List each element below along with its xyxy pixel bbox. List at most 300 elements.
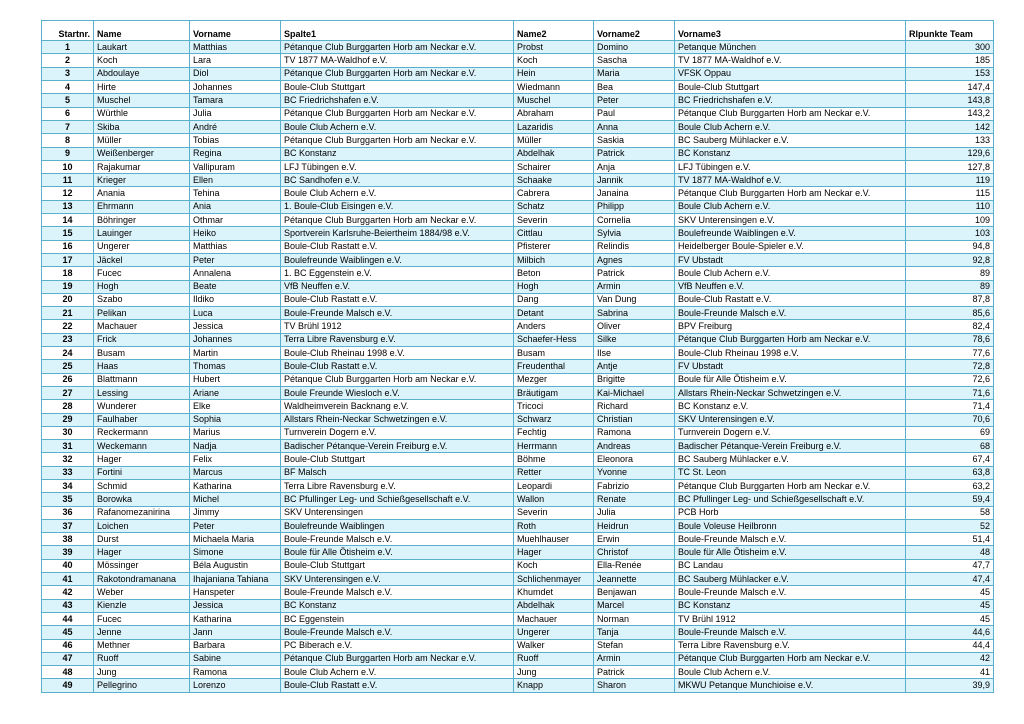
table-row <box>42 107 994 120</box>
cell-name: Jung <box>94 666 190 679</box>
cell-name2: Jung <box>514 666 594 679</box>
table-row <box>42 599 994 612</box>
cell-name: Machauer <box>94 320 190 333</box>
table-row <box>42 54 994 67</box>
cell-name2: Cittlau <box>514 227 594 240</box>
cell-vorname2: Ramona <box>594 426 675 439</box>
cell-name2: Pfisterer <box>514 240 594 253</box>
cell-vorname: Lara <box>190 54 281 67</box>
cell-spalte1: Boule-Club Rastatt e.V. <box>281 679 514 692</box>
cell-rlpunkte-team: 153 <box>906 67 994 80</box>
cell-vorname: Luca <box>190 307 281 320</box>
cell-spalte1: BC Pfullinger Leg- und Schießgesellschaft e.V. <box>281 493 514 506</box>
table-row <box>42 400 994 413</box>
table-row <box>42 227 994 240</box>
table-row <box>42 426 994 439</box>
cell-vorname: Sabine <box>190 652 281 665</box>
cell-vorname: Diol <box>190 67 281 80</box>
cell-spalte1: Boule Club Achern e.V. <box>281 187 514 200</box>
cell-rlpunkte-team: 127,8 <box>906 160 994 173</box>
cell-vorname2: Andreas <box>594 440 675 453</box>
cell-startnr: 28 <box>42 400 94 413</box>
cell-rlpunkte-team: 147,4 <box>906 81 994 94</box>
participant-table <box>41 20 994 693</box>
cell-vorname2: Maria <box>594 67 675 80</box>
cell-vorname2: Erwin <box>594 533 675 546</box>
cell-vorname2: Anja <box>594 160 675 173</box>
cell-name: Anania <box>94 187 190 200</box>
cell-rlpunkte-team: 44,6 <box>906 626 994 639</box>
table-body <box>42 41 994 693</box>
cell-spalte1: 1. BC Eggenstein e.V. <box>281 267 514 280</box>
cell-rlpunkte-team: 82,4 <box>906 320 994 333</box>
cell-vorname2: Peter <box>594 94 675 107</box>
table-row <box>42 533 994 546</box>
cell-vorname2: Ilse <box>594 347 675 360</box>
cell-vorname: Tehina <box>190 187 281 200</box>
cell-vorname: Tobias <box>190 134 281 147</box>
cell-rlpunkte-team: 42 <box>906 652 994 665</box>
table-row <box>42 466 994 479</box>
cell-spalte1: Boulefreunde Waiblingen e.V. <box>281 253 514 266</box>
cell-rlpunkte-team: 103 <box>906 227 994 240</box>
cell-vorname: Marius <box>190 426 281 439</box>
cell-vorname2: Sascha <box>594 54 675 67</box>
cell-name2: Mezger <box>514 373 594 386</box>
cell-vorname3: VfB Neuffen e.V. <box>675 280 906 293</box>
cell-name2: Muehlhauser <box>514 533 594 546</box>
cell-rlpunkte-team: 89 <box>906 267 994 280</box>
cell-startnr: 4 <box>42 81 94 94</box>
cell-vorname2: Saskia <box>594 134 675 147</box>
cell-name: Reckermann <box>94 426 190 439</box>
cell-rlpunkte-team: 87,8 <box>906 293 994 306</box>
cell-name2: Leopardi <box>514 479 594 492</box>
cell-name2: Freudenthal <box>514 360 594 373</box>
table-row <box>42 413 994 426</box>
cell-name: Pellegrino <box>94 679 190 692</box>
cell-spalte1: LFJ Tübingen e.V. <box>281 160 514 173</box>
cell-vorname: Thomas <box>190 360 281 373</box>
cell-vorname: Johannes <box>190 81 281 94</box>
cell-name: Abdoulaye <box>94 67 190 80</box>
table-row <box>42 440 994 453</box>
cell-vorname: Jann <box>190 626 281 639</box>
cell-name2: Schwarz <box>514 413 594 426</box>
cell-vorname2: Fabrizio <box>594 479 675 492</box>
cell-spalte1: Boule für Alle Ötisheim e.V. <box>281 546 514 559</box>
cell-vorname: Elke <box>190 400 281 413</box>
cell-name2: Abdelhak <box>514 147 594 160</box>
table-row <box>42 120 994 133</box>
cell-vorname: Heiko <box>190 227 281 240</box>
cell-name: Müller <box>94 134 190 147</box>
cell-vorname2: Julia <box>594 506 675 519</box>
cell-spalte1: SKV Unterensingen e.V. <box>281 573 514 586</box>
cell-vorname: Annalena <box>190 267 281 280</box>
cell-vorname: André <box>190 120 281 133</box>
cell-vorname: Martin <box>190 347 281 360</box>
cell-vorname3: Boule-Freunde Malsch e.V. <box>675 307 906 320</box>
cell-vorname: Ariane <box>190 386 281 399</box>
cell-name2: Detant <box>514 307 594 320</box>
cell-name: Würthle <box>94 107 190 120</box>
cell-name: Jenne <box>94 626 190 639</box>
table-row <box>42 506 994 519</box>
cell-startnr: 40 <box>42 559 94 572</box>
cell-name2: Wallon <box>514 493 594 506</box>
cell-vorname: Nadja <box>190 440 281 453</box>
cell-vorname3: BC Konstanz <box>675 147 906 160</box>
cell-rlpunkte-team: 94,8 <box>906 240 994 253</box>
table-row <box>42 453 994 466</box>
cell-spalte1: Terra Libre Ravensburg e.V. <box>281 479 514 492</box>
cell-vorname2: Cornelia <box>594 214 675 227</box>
cell-name2: Herrmann <box>514 440 594 453</box>
cell-spalte1: Boule-Club Rastatt e.V. <box>281 240 514 253</box>
cell-name: Weber <box>94 586 190 599</box>
cell-vorname3: Boule Voleuse Heilbronn <box>675 519 906 532</box>
cell-spalte1: TV Brühl 1912 <box>281 320 514 333</box>
cell-rlpunkte-team: 69 <box>906 426 994 439</box>
cell-spalte1: Pétanque Club Burggarten Horb am Neckar e.V. <box>281 41 514 54</box>
cell-vorname: Katharina <box>190 612 281 625</box>
cell-vorname2: Antje <box>594 360 675 373</box>
cell-name2: Busam <box>514 347 594 360</box>
table-row <box>42 240 994 253</box>
cell-startnr: 41 <box>42 573 94 586</box>
cell-vorname3: FV Ubstadt <box>675 360 906 373</box>
cell-spalte1: TV 1877 MA-Waldhof e.V. <box>281 54 514 67</box>
cell-startnr: 21 <box>42 307 94 320</box>
cell-name: Hirte <box>94 81 190 94</box>
cell-vorname3: Boule-Club Stuttgart <box>675 81 906 94</box>
cell-vorname3: Boule-Club Rheinau 1998 e.V. <box>675 347 906 360</box>
cell-name2: Hein <box>514 67 594 80</box>
cell-name: Ruoff <box>94 652 190 665</box>
cell-vorname3: Badischer Pétanque-Verein Freiburg e.V. <box>675 440 906 453</box>
cell-rlpunkte-team: 129,6 <box>906 147 994 160</box>
cell-spalte1: Pétanque Club Burggarten Horb am Neckar e.V. <box>281 652 514 665</box>
cell-vorname3: Boulefreunde Waiblingen e.V. <box>675 227 906 240</box>
cell-vorname2: Richard <box>594 400 675 413</box>
cell-vorname2: Yvonne <box>594 466 675 479</box>
cell-startnr: 43 <box>42 599 94 612</box>
table-row <box>42 293 994 306</box>
cell-name: Fucec <box>94 612 190 625</box>
cell-vorname3: Boule Club Achern e.V. <box>675 666 906 679</box>
cell-rlpunkte-team: 59,4 <box>906 493 994 506</box>
cell-vorname2: Janaina <box>594 187 675 200</box>
cell-startnr: 30 <box>42 426 94 439</box>
cell-vorname2: Jannik <box>594 174 675 187</box>
table-row <box>42 519 994 532</box>
cell-vorname2: Christof <box>594 546 675 559</box>
table-row <box>42 573 994 586</box>
cell-spalte1: Boule-Club Rastatt e.V. <box>281 360 514 373</box>
table-row <box>42 214 994 227</box>
cell-name2: Cabrera <box>514 187 594 200</box>
cell-spalte1: Terra Libre Ravensburg e.V. <box>281 333 514 346</box>
cell-vorname3: Boule Club Achern e.V. <box>675 267 906 280</box>
cell-vorname3: BC Friedrichshafen e.V. <box>675 94 906 107</box>
cell-startnr: 22 <box>42 320 94 333</box>
table-row <box>42 200 994 213</box>
cell-name2: Severin <box>514 506 594 519</box>
cell-spalte1: Badischer Pétanque-Verein Freiburg e.V. <box>281 440 514 453</box>
cell-vorname2: Bea <box>594 81 675 94</box>
cell-name2: Hager <box>514 546 594 559</box>
cell-startnr: 2 <box>42 54 94 67</box>
cell-name: Pelikan <box>94 307 190 320</box>
cell-name: Koch <box>94 54 190 67</box>
cell-name2: Tricoci <box>514 400 594 413</box>
cell-name: Weckemann <box>94 440 190 453</box>
cell-name: Busam <box>94 347 190 360</box>
table-row <box>42 586 994 599</box>
table-row <box>42 41 994 54</box>
cell-rlpunkte-team: 143,2 <box>906 107 994 120</box>
cell-spalte1: BF Malsch <box>281 466 514 479</box>
cell-vorname2: Jeannette <box>594 573 675 586</box>
cell-vorname3: Boule-Freunde Malsch e.V. <box>675 533 906 546</box>
cell-vorname3: Pétanque Club Burggarten Horb am Neckar e.V. <box>675 187 906 200</box>
cell-startnr: 3 <box>42 67 94 80</box>
cell-name: Szabo <box>94 293 190 306</box>
cell-startnr: 42 <box>42 586 94 599</box>
cell-name2: Machauer <box>514 612 594 625</box>
cell-name2: Ungerer <box>514 626 594 639</box>
cell-name2: Ruoff <box>514 652 594 665</box>
cell-name: Methner <box>94 639 190 652</box>
cell-startnr: 37 <box>42 519 94 532</box>
cell-name2: Schaefer-Hess <box>514 333 594 346</box>
cell-vorname2: Relindis <box>594 240 675 253</box>
cell-vorname3: BC Konstanz <box>675 599 906 612</box>
cell-vorname3: PCB Horb <box>675 506 906 519</box>
cell-rlpunkte-team: 142 <box>906 120 994 133</box>
cell-name: Lauinger <box>94 227 190 240</box>
cell-vorname2: Patrick <box>594 147 675 160</box>
cell-startnr: 27 <box>42 386 94 399</box>
cell-spalte1: Pétanque Club Burggarten Horb am Neckar e.V. <box>281 107 514 120</box>
table-row <box>42 280 994 293</box>
header-name: Name <box>94 21 190 41</box>
cell-vorname: Regina <box>190 147 281 160</box>
cell-spalte1: Pétanque Club Burggarten Horb am Neckar e.V. <box>281 134 514 147</box>
cell-vorname: Béla Augustin <box>190 559 281 572</box>
cell-name2: Milbich <box>514 253 594 266</box>
cell-vorname: Jimmy <box>190 506 281 519</box>
cell-rlpunkte-team: 63,8 <box>906 466 994 479</box>
table-row <box>42 373 994 386</box>
cell-vorname2: Ella-Renée <box>594 559 675 572</box>
cell-vorname: Tamara <box>190 94 281 107</box>
cell-spalte1: Boule Freunde Wiesloch e.V. <box>281 386 514 399</box>
cell-rlpunkte-team: 47,7 <box>906 559 994 572</box>
cell-vorname: Michel <box>190 493 281 506</box>
cell-startnr: 35 <box>42 493 94 506</box>
cell-name: Muschel <box>94 94 190 107</box>
cell-vorname: Johannes <box>190 333 281 346</box>
table-row <box>42 612 994 625</box>
cell-startnr: 20 <box>42 293 94 306</box>
cell-vorname: Felix <box>190 453 281 466</box>
table-row <box>42 386 994 399</box>
cell-spalte1: BC Sandhofen e.V. <box>281 174 514 187</box>
cell-vorname: Jessica <box>190 320 281 333</box>
cell-vorname: Vallipuram <box>190 160 281 173</box>
cell-name2: Bräutigam <box>514 386 594 399</box>
cell-name2: Knapp <box>514 679 594 692</box>
cell-name2: Schaake <box>514 174 594 187</box>
cell-vorname2: Stefan <box>594 639 675 652</box>
cell-vorname2: Agnes <box>594 253 675 266</box>
cell-spalte1: Boule-Freunde Malsch e.V. <box>281 307 514 320</box>
cell-name2: Anders <box>514 320 594 333</box>
table-row <box>42 81 994 94</box>
cell-vorname: Katharina <box>190 479 281 492</box>
table-row <box>42 679 994 692</box>
table-row <box>42 320 994 333</box>
cell-startnr: 7 <box>42 120 94 133</box>
cell-vorname3: Boule Club Achern e.V. <box>675 200 906 213</box>
cell-rlpunkte-team: 44,4 <box>906 639 994 652</box>
cell-name: Lessing <box>94 386 190 399</box>
table-row <box>42 174 994 187</box>
cell-startnr: 9 <box>42 147 94 160</box>
cell-vorname: Peter <box>190 519 281 532</box>
cell-vorname2: Sharon <box>594 679 675 692</box>
cell-vorname2: Armin <box>594 280 675 293</box>
cell-name: Fortini <box>94 466 190 479</box>
cell-vorname3: Pétanque Club Burggarten Horb am Neckar e.V. <box>675 652 906 665</box>
cell-startnr: 1 <box>42 41 94 54</box>
cell-vorname: Marcus <box>190 466 281 479</box>
cell-vorname: Ellen <box>190 174 281 187</box>
table-row <box>42 639 994 652</box>
cell-vorname3: SKV Unterensingen e.V. <box>675 214 906 227</box>
cell-vorname3: MKWU Petanque Munchioise e.V. <box>675 679 906 692</box>
cell-rlpunkte-team: 133 <box>906 134 994 147</box>
table-row <box>42 307 994 320</box>
cell-spalte1: Waldheimverein Backnang e.V. <box>281 400 514 413</box>
cell-name: Fucec <box>94 267 190 280</box>
cell-name2: Dang <box>514 293 594 306</box>
cell-startnr: 10 <box>42 160 94 173</box>
cell-startnr: 19 <box>42 280 94 293</box>
cell-startnr: 8 <box>42 134 94 147</box>
cell-rlpunkte-team: 47,4 <box>906 573 994 586</box>
cell-name2: Schatz <box>514 200 594 213</box>
cell-spalte1: 1. Boule-Club Eisingen e.V. <box>281 200 514 213</box>
cell-rlpunkte-team: 63,2 <box>906 479 994 492</box>
cell-vorname: Ramona <box>190 666 281 679</box>
cell-vorname: Lorenzo <box>190 679 281 692</box>
cell-vorname3: Boule-Freunde Malsch e.V. <box>675 586 906 599</box>
table-row <box>42 134 994 147</box>
cell-vorname3: Allstars Rhein-Neckar Schwetzingen e.V. <box>675 386 906 399</box>
cell-vorname2: Sylvia <box>594 227 675 240</box>
cell-name: Rafanomezanirina <box>94 506 190 519</box>
cell-startnr: 33 <box>42 466 94 479</box>
cell-name2: Wiedmann <box>514 81 594 94</box>
cell-vorname: Ania <box>190 200 281 213</box>
cell-vorname: Jessica <box>190 599 281 612</box>
cell-name: Blattmann <box>94 373 190 386</box>
table-row <box>42 333 994 346</box>
cell-startnr: 13 <box>42 200 94 213</box>
cell-vorname3: BC Pfullinger Leg- und Schießgesellschaft e.V. <box>675 493 906 506</box>
cell-vorname2: Benjawan <box>594 586 675 599</box>
cell-name2: Böhme <box>514 453 594 466</box>
cell-name2: Khumdet <box>514 586 594 599</box>
cell-spalte1: Turnverein Dogern e.V. <box>281 426 514 439</box>
cell-name2: Koch <box>514 54 594 67</box>
cell-startnr: 25 <box>42 360 94 373</box>
cell-vorname: Othmar <box>190 214 281 227</box>
cell-name: Schmid <box>94 479 190 492</box>
cell-startnr: 14 <box>42 214 94 227</box>
cell-spalte1: Pétanque Club Burggarten Horb am Neckar e.V. <box>281 67 514 80</box>
cell-vorname3: Boule-Club Rastatt e.V. <box>675 293 906 306</box>
cell-vorname3: TV 1877 MA-Waldhof e.V. <box>675 54 906 67</box>
cell-name2: Severin <box>514 214 594 227</box>
cell-name: Frick <box>94 333 190 346</box>
cell-vorname3: TC St. Leon <box>675 466 906 479</box>
cell-rlpunkte-team: 71,6 <box>906 386 994 399</box>
cell-vorname: Hubert <box>190 373 281 386</box>
cell-startnr: 18 <box>42 267 94 280</box>
cell-vorname2: Philipp <box>594 200 675 213</box>
header-name2: Name2 <box>514 21 594 41</box>
cell-vorname2: Paul <box>594 107 675 120</box>
cell-vorname: Peter <box>190 253 281 266</box>
cell-rlpunkte-team: 45 <box>906 586 994 599</box>
cell-startnr: 34 <box>42 479 94 492</box>
table-row <box>42 626 994 639</box>
cell-vorname2: Patrick <box>594 666 675 679</box>
cell-vorname3: Terra Libre Ravensburg e.V. <box>675 639 906 652</box>
cell-spalte1: Boule Club Achern e.V. <box>281 666 514 679</box>
cell-startnr: 31 <box>42 440 94 453</box>
cell-name: Mössinger <box>94 559 190 572</box>
cell-vorname2: Marcel <box>594 599 675 612</box>
cell-rlpunkte-team: 77,6 <box>906 347 994 360</box>
cell-startnr: 12 <box>42 187 94 200</box>
cell-startnr: 49 <box>42 679 94 692</box>
cell-name2: Müller <box>514 134 594 147</box>
cell-vorname3: SKV Unterensingen e.V. <box>675 413 906 426</box>
cell-vorname: Barbara <box>190 639 281 652</box>
cell-vorname3: FV Ubstadt <box>675 253 906 266</box>
cell-vorname2: Armin <box>594 652 675 665</box>
cell-vorname: Matthias <box>190 41 281 54</box>
cell-startnr: 32 <box>42 453 94 466</box>
cell-vorname3: Boule für Alle Ötisheim e.V. <box>675 546 906 559</box>
cell-name: Kienzle <box>94 599 190 612</box>
cell-name: Krieger <box>94 174 190 187</box>
cell-startnr: 29 <box>42 413 94 426</box>
cell-rlpunkte-team: 48 <box>906 546 994 559</box>
cell-rlpunkte-team: 72,6 <box>906 373 994 386</box>
cell-startnr: 44 <box>42 612 94 625</box>
header-startnr: Startnr. <box>42 21 94 41</box>
cell-rlpunkte-team: 67,4 <box>906 453 994 466</box>
cell-vorname2: Heidrun <box>594 519 675 532</box>
cell-spalte1: Pétanque Club Burggarten Horb am Neckar e.V. <box>281 373 514 386</box>
cell-vorname3: Petanque München <box>675 41 906 54</box>
